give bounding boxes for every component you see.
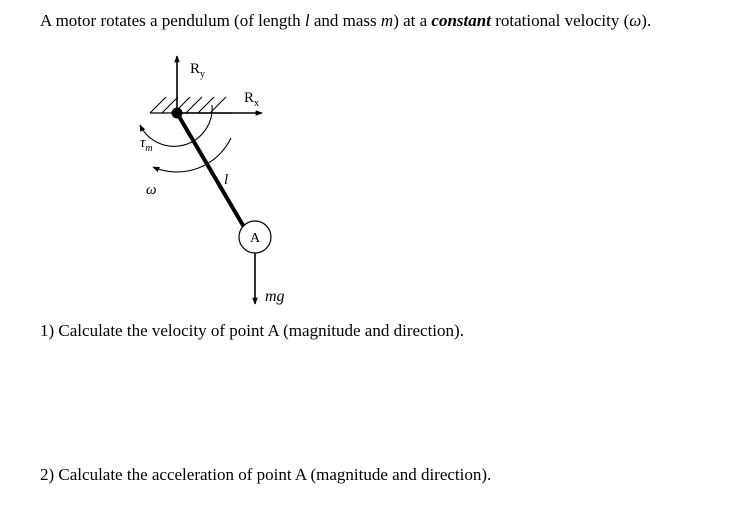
length-symbol: l [304,11,310,30]
length-label: l [224,172,229,188]
pendulum-rod [177,113,244,227]
intro-text-4: rotational velocity ( [490,11,630,30]
omega-arc [153,138,231,172]
mass-symbol: m [380,11,394,30]
intro-text-3: ) at a [393,11,432,30]
intro-text-2: and mass [309,11,381,30]
omega-symbol: ω [629,11,642,30]
mass-label: A [249,231,261,246]
weight-label: mg [265,288,285,305]
omega-label: ω [146,182,157,198]
intro-text-1: A motor rotates a pendulum (of length [40,11,305,30]
pivot [172,108,183,119]
question-2: 2) Calculate the acceleration of point A (magnitude and direction). [40,465,492,484]
torque-label: $\tau_m$ [140,135,153,154]
intro-text-5: ). [641,11,652,30]
ground-hatching [150,97,226,113]
constant-emphasis: constant [431,11,491,30]
rx-label: $R_x$ [244,90,260,109]
ry-label: $R_y$ [190,61,206,80]
question-1: 1) Calculate the velocity of point A (magnitude and direction). [40,321,464,340]
